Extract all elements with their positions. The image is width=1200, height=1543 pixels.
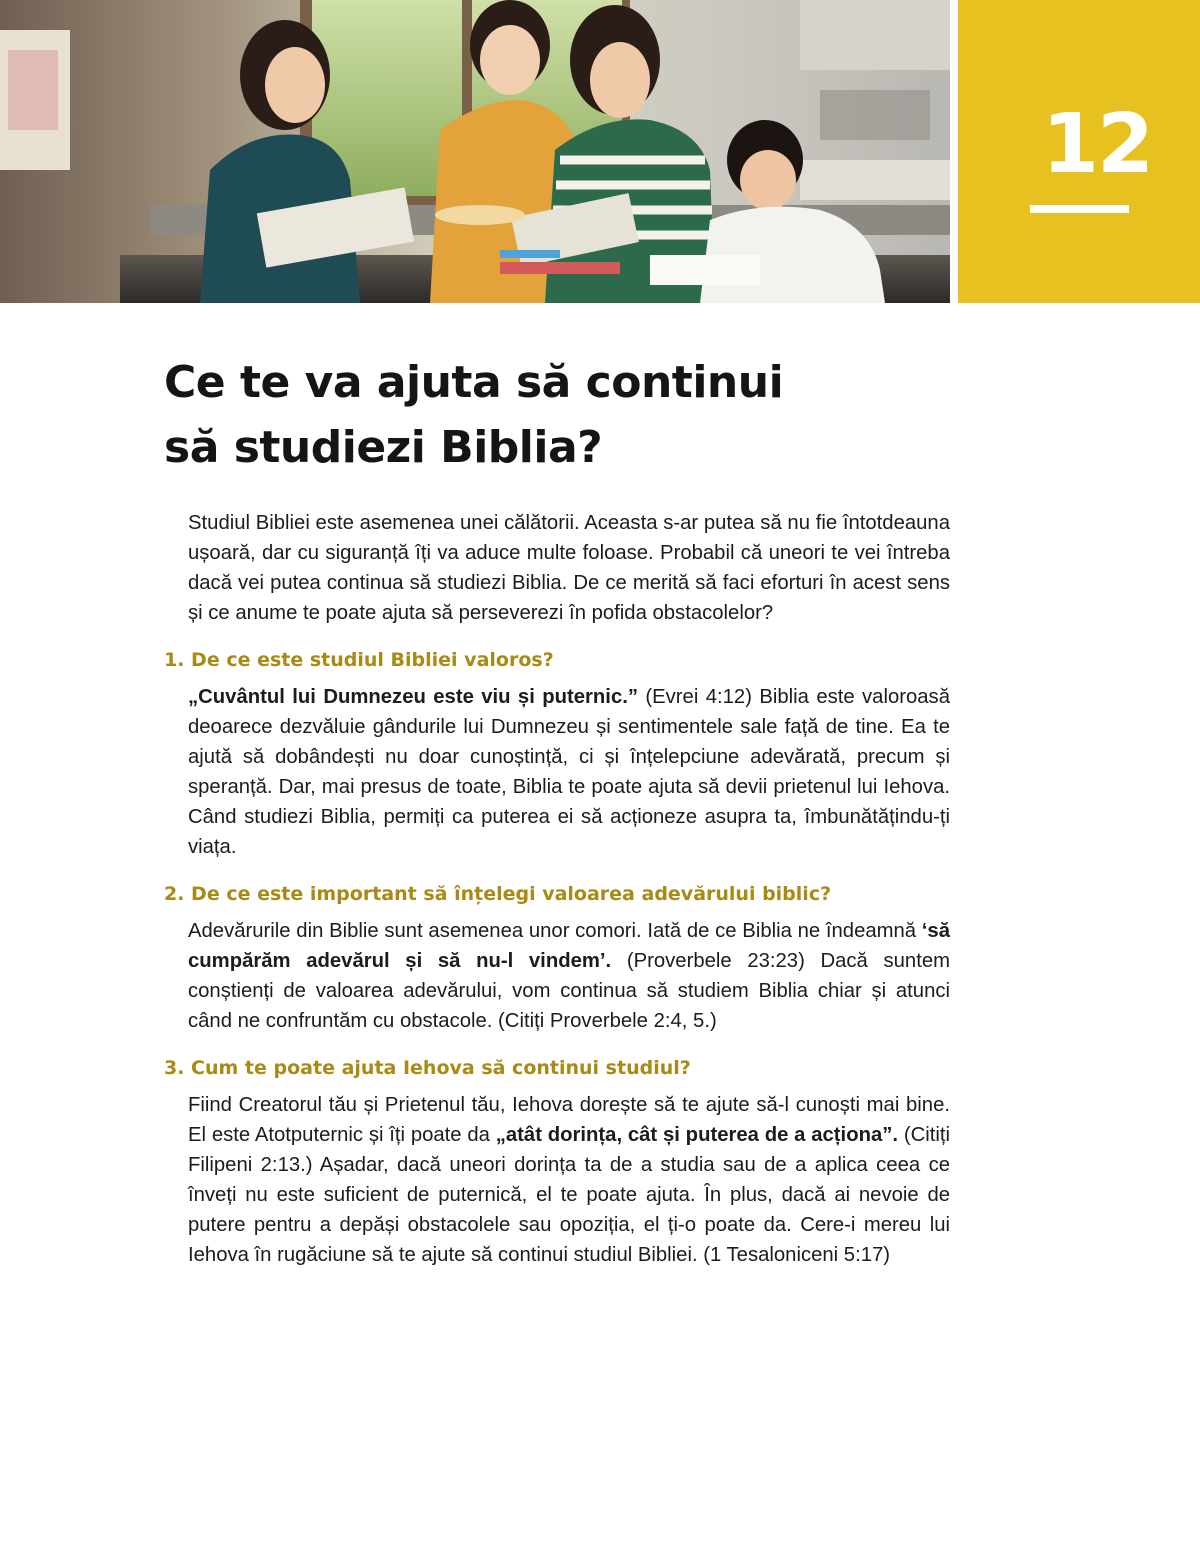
answer-2-scripture-quote: ‘să cumpărăm adevărul și să nu-l vindem’. [188, 920, 950, 972]
page-title-line-1: Ce te va ajuta să continui [164, 357, 784, 408]
answer-1-text: (Evrei 4:12) Biblia este valoroasă deoarece dezvăluie gândurile lui Dumnezeu și sentimentele sale față de tine. Ea te ajută să dobândești nu doar cunoștință, ci și înțelepciune adevărată, precum și speranță. Dar, mai presus de toate, Biblia te poate ajuta să devii prietenul lui Iehova. Când studiezi Biblia, permiți ca puterea ei să acționeze asupra ta, îmbunătățindu-ți viața. [188, 686, 950, 858]
lesson-number: 12 [1041, 97, 1153, 192]
answer-3-text-end: (Citiți Filipeni 2:13.) Așadar, dacă uneori dorința ta de a studia sau de a aplica ceea ce înveți nu este suficient de puternică, el te poate ajuta. În plus, dacă ai nevoie de putere pentru a depăși obstacolele sau opoziția, el ți-o poate da. Cere-i mereu lui Iehova în rugăciune să te ajute să continui studiul Bibliei. (1 Tesaloniceni 5:17) [188, 1124, 951, 1266]
answer-3-text-start: Fiind Creatorul tău și Prietenul tău, Iehova dorește să te ajute să-l cunoști mai bine. El este Atotputernic și îți poate da [188, 1094, 950, 1146]
lesson-number-underline [1030, 205, 1129, 213]
question-2-heading: 2. De ce este important să înțelegi valoarea adevărului biblic? [164, 883, 832, 905]
intro-paragraph: Studiul Bibliei este asemenea unei călătorii. Aceasta s-ar putea să nu fie întotdeauna ușoară, dar cu siguranță îți va aduce multe foloase. Probabil că uneori te vei întreba dacă vei putea continua să studiezi Biblia. De ce merită să faci eforturi în acest sens și ce anume te poate ajuta să perseverezi în pofida obstacolelor? [188, 512, 950, 624]
page-title-line-2: să studiezi Biblia? [164, 422, 603, 473]
answer-1-paragraph [188, 682, 950, 862]
lesson-content [164, 508, 950, 1289]
answer-2-text-start: Adevărurile din Biblie sunt asemenea unor comori. Iată de ce Biblia ne îndeamnă [188, 920, 922, 942]
answer-2-paragraph [188, 916, 950, 1036]
answer-1-scripture-quote: „Cuvântul lui Dumnezeu este viu și puternic.” [188, 686, 638, 708]
page-title [164, 350, 944, 480]
answer-3-paragraph [188, 1090, 950, 1270]
answer-2-text-end: (Proverbele 23:23) Dacă suntem conștienți de valoarea adevărului, vom continua să studiem Biblia chiar și atunci când ne confruntăm cu obstacole. (Citiți Proverbele 2:4, 5.) [188, 950, 950, 1032]
lesson-number-box [958, 0, 1200, 303]
question-3-heading: 3. Cum te poate ajuta Iehova să continui studiul? [164, 1057, 691, 1079]
question-1-heading: 1. De ce este studiul Bibliei valoros? [164, 649, 554, 671]
family-bible-study-photo-icon [0, 0, 950, 303]
answer-3-scripture-quote: „atât dorința, cât și puterea de a acționa”. [495, 1124, 899, 1146]
header-photo [0, 0, 950, 303]
